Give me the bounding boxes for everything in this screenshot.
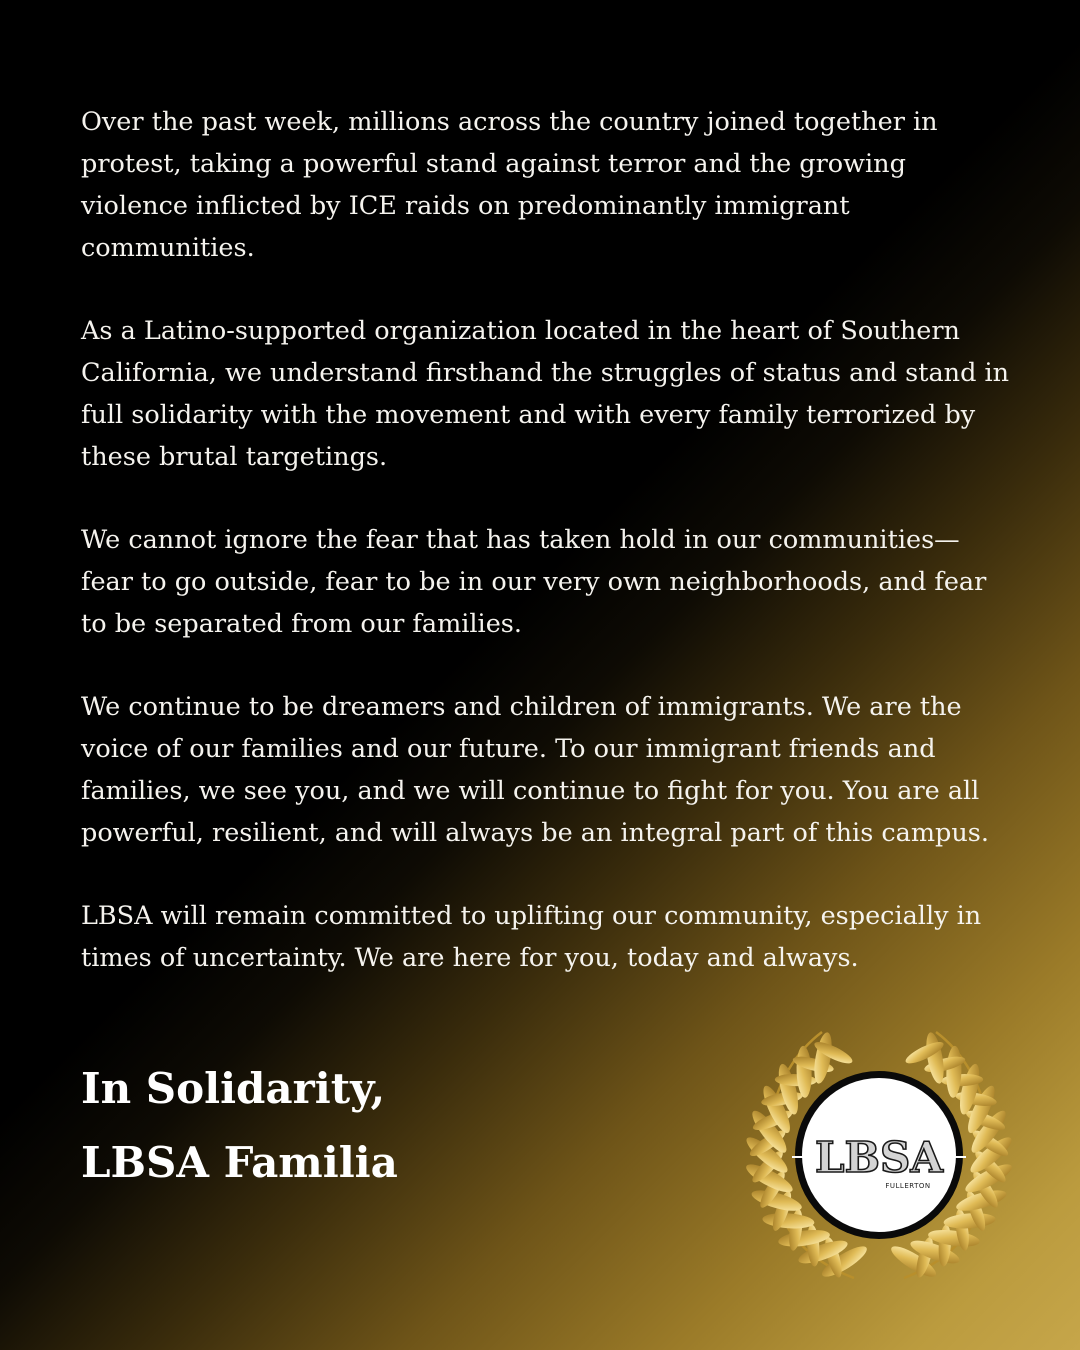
logo-wordmark: LBSA (815, 1133, 943, 1182)
signoff (81, 1052, 398, 1200)
signoff-line-2: LBSA Familia (81, 1138, 398, 1187)
logo-subtitle: FULLERTON (885, 1182, 931, 1190)
lbsa-logo (726, 1010, 1032, 1300)
signoff-line-1: In Solidarity, (81, 1064, 386, 1113)
paragraph-protest: Over the past week, millions across the country joined together in protest, taking a powerful stand against terror and the growing violence inflicted by ICE raids on predominantly immigrant communities. (81, 107, 938, 263)
paragraph-fear: We cannot ignore the fear that has taken hold in our communities—fear to go outside, fear to be in our very own neighborhoods, and fear to be separated from our families. (81, 525, 987, 639)
laurel-leaf (945, 1046, 962, 1098)
paragraph-dreamers: We continue to be dreamers and children of immigrants. We are the voice of our families and our future. To our immigrant friends and families, we see you, and we will continue to fight for you. You are all powerful, resilient, and will always be an integral part of this campus. (81, 692, 989, 848)
laurel-leaf (796, 1046, 813, 1098)
laurel-leaf (762, 1212, 815, 1231)
paragraph-commitment: LBSA will remain committed to uplifting our community, especially in times of uncertainty. We are here for you, today and always. (81, 901, 982, 973)
paragraph-organization: As a Latino-supported organization located in the heart of Southern California, we understand firsthand the struggles of status and stand in full solidarity with the movement and with every family terrorized by these brutal targetings. (81, 316, 1010, 472)
laurel-leaf (943, 1212, 996, 1231)
statement-body (81, 101, 1011, 1020)
